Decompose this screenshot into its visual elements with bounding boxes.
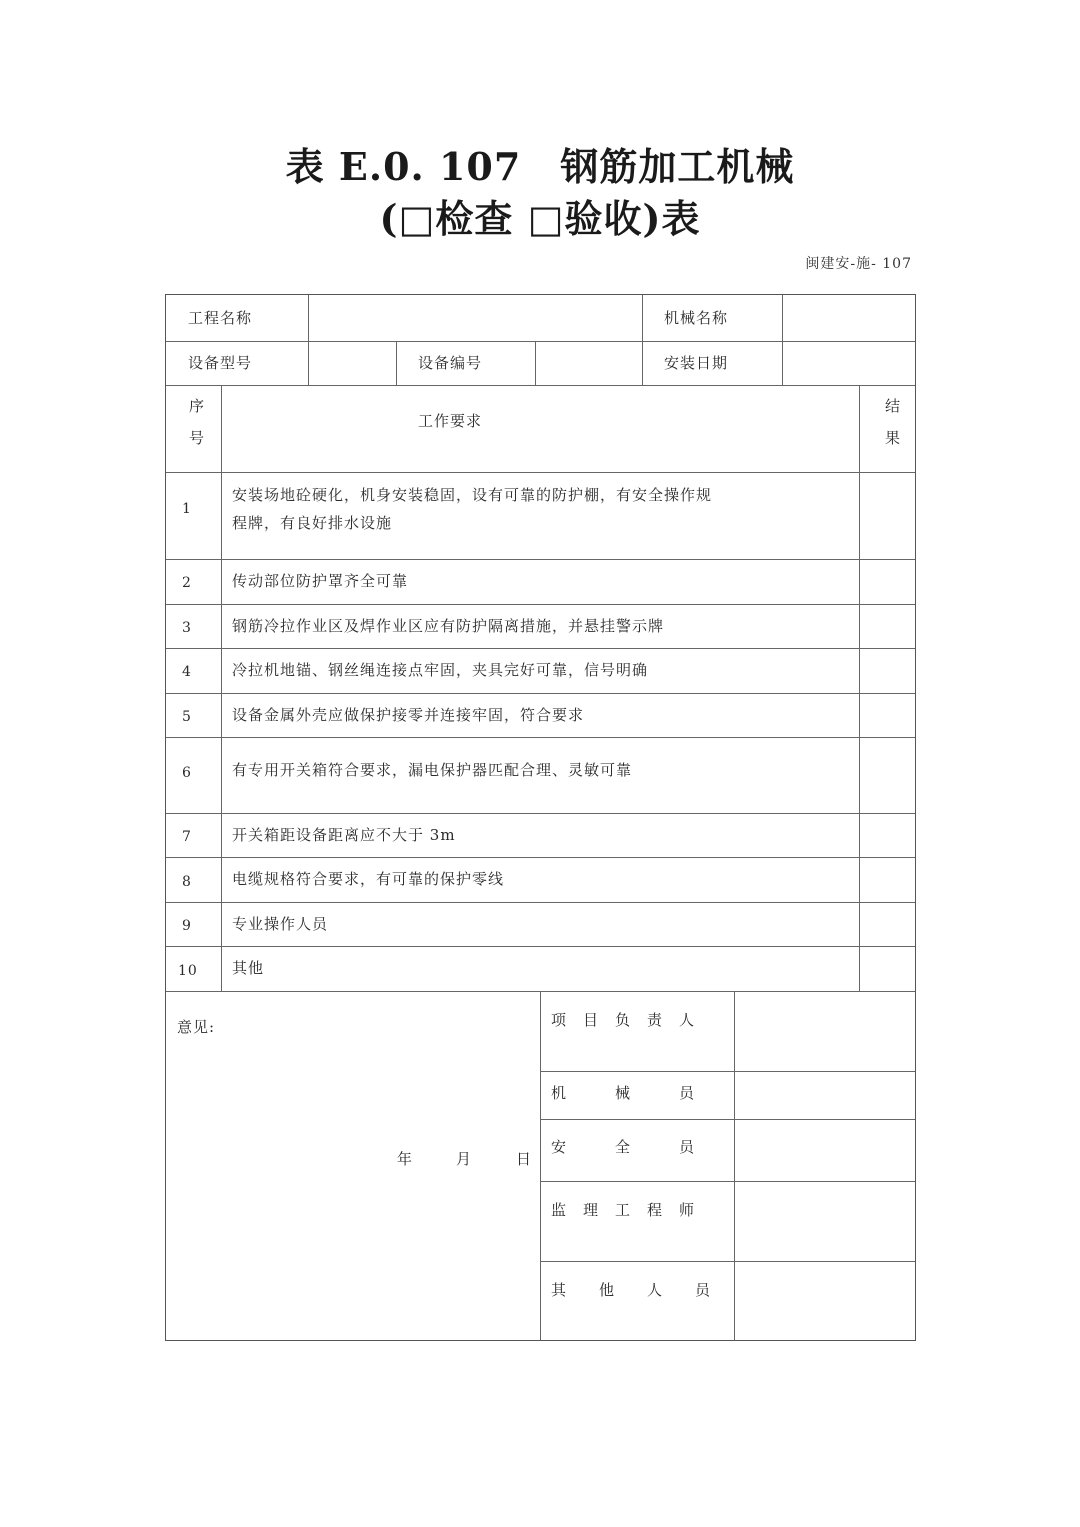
serial-label: 设备编号 — [418, 354, 483, 372]
requirement-text: 传动部位防护罩齐全可靠 — [232, 572, 409, 590]
row-divider — [166, 693, 915, 694]
date-year-label: 年 — [397, 1150, 414, 1168]
col-divider — [859, 385, 860, 991]
row-divider — [540, 1261, 915, 1262]
requirement-text: 有专用开关箱符合要求，漏电保护器匹配合理、灵敏可靠 — [232, 761, 633, 779]
row-number: 3 — [182, 620, 192, 636]
model-label: 设备型号 — [188, 354, 253, 372]
col-divider — [734, 991, 735, 1340]
col-divider — [396, 341, 397, 385]
row-divider — [166, 902, 915, 903]
signature-role-project-manager: 项 目 负 责 人 — [551, 1011, 696, 1029]
row-divider — [540, 1119, 915, 1120]
result-header: 结 — [885, 397, 902, 415]
row-divider — [540, 1071, 915, 1072]
col-divider — [308, 295, 309, 385]
requirement-text: 冷拉机地锚、钢丝绳连接点牢固，夹具完好可靠，信号明确 — [232, 661, 649, 679]
col-divider — [221, 385, 222, 991]
row-divider — [540, 1181, 915, 1182]
requirement-text: 钢筋冷拉作业区及焊作业区应有防护隔离措施，并悬挂警示牌 — [232, 617, 665, 635]
form-code: 闽建安-施- 107 — [805, 256, 912, 272]
row-divider — [166, 648, 915, 649]
row-number: 6 — [182, 765, 192, 781]
signature-role-safety-officer: 安 全 员 — [551, 1138, 696, 1156]
requirement-text: 安装场地砼硬化，机身安装稳固，设有可靠的防护棚，有安全操作规程牌，有良好排水设施 — [232, 486, 713, 532]
row-divider — [166, 341, 915, 342]
signature-role-other-personnel: 其 他 人 员 — [551, 1281, 712, 1299]
inspection-form-table — [165, 294, 916, 1341]
row-number: 7 — [182, 829, 192, 845]
signature-role-machinery-officer: 机 械 员 — [551, 1084, 696, 1102]
form-title-line1: 表 E.0. 107 钢筋加工机械 — [285, 144, 795, 189]
col-divider — [535, 341, 536, 385]
row-divider — [166, 472, 915, 473]
row-number: 1 — [182, 501, 192, 517]
row-divider — [166, 385, 915, 386]
row-number: 2 — [182, 575, 192, 591]
row-divider — [166, 604, 915, 605]
col-divider — [540, 991, 541, 1340]
project-name-label: 工程名称 — [188, 309, 253, 327]
result-header: 果 — [885, 429, 902, 447]
col-divider — [642, 295, 643, 385]
seq-header: 序 — [189, 397, 206, 415]
machine-name-label: 机械名称 — [664, 309, 729, 327]
col-divider — [782, 295, 783, 385]
row-number: 10 — [178, 963, 198, 979]
requirement-text: 电缆规格符合要求，有可靠的保护零线 — [232, 870, 505, 888]
seq-header: 号 — [189, 429, 206, 447]
row-divider — [166, 737, 915, 738]
row-divider — [166, 857, 915, 858]
row-number: 5 — [182, 709, 192, 725]
row-number: 9 — [182, 918, 192, 934]
row-divider — [166, 559, 915, 560]
requirement-text: 开关箱距设备距离应不大于 3m — [232, 826, 456, 844]
requirement-text: 专业操作人员 — [232, 915, 329, 933]
date-day-label: 日 — [516, 1150, 533, 1168]
opinion-label: 意见: — [177, 1018, 216, 1036]
row-divider — [166, 813, 915, 814]
requirement-header: 工作要求 — [418, 412, 483, 430]
signature-role-supervising-engineer: 监 理 工 程 师 — [551, 1201, 696, 1219]
form-title-line2: (□检查 □验收)表 — [379, 196, 701, 241]
row-number: 4 — [182, 664, 192, 680]
requirement-text: 设备金属外壳应做保护接零并连接牢固，符合要求 — [232, 706, 585, 724]
install-date-label: 安装日期 — [664, 354, 729, 372]
row-number: 8 — [182, 874, 192, 890]
date-month-label: 月 — [456, 1150, 473, 1168]
row-divider — [166, 946, 915, 947]
requirement-text: 其他 — [232, 959, 265, 977]
